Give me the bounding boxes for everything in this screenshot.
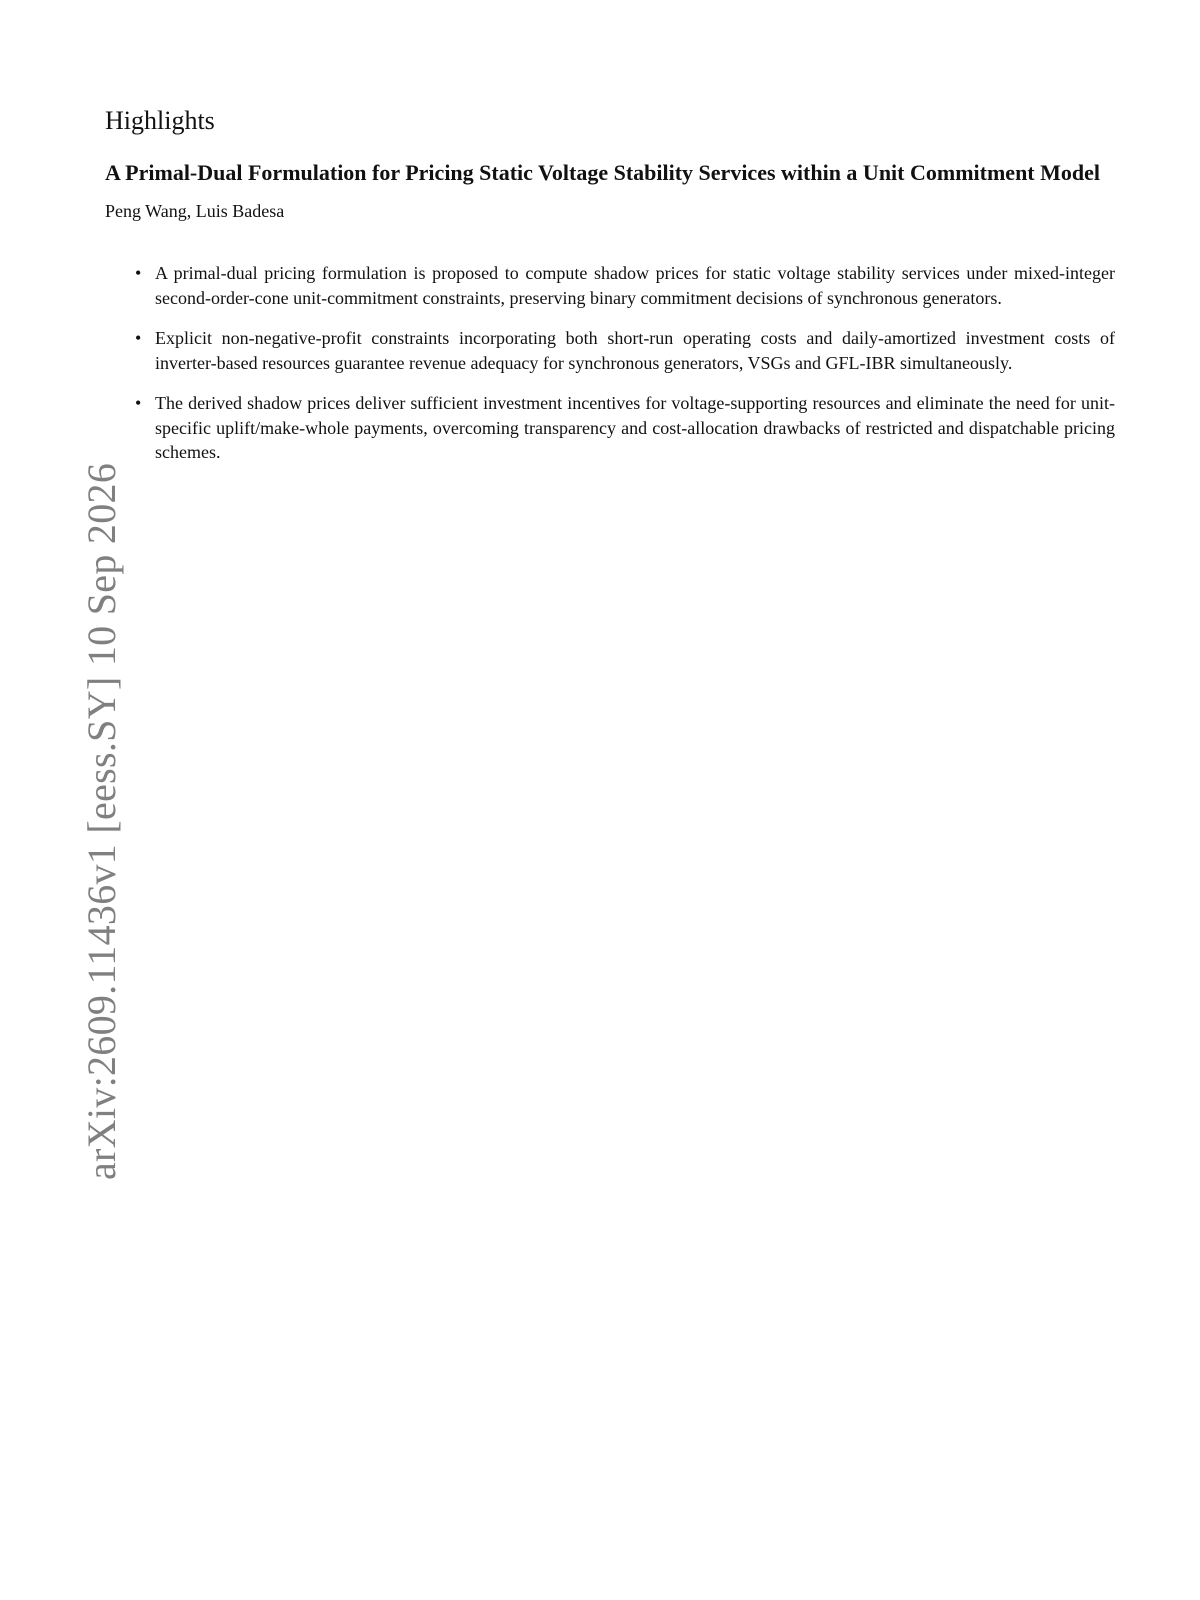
- arxiv-identifier-stamp: arXiv:2609.11436v1 [eess.SY] 10 Sep 2026: [79, 462, 124, 1180]
- bullet-icon: •: [135, 263, 142, 283]
- highlight-item: [135, 391, 1115, 465]
- section-heading: Highlights: [105, 106, 215, 135]
- highlights-list: [105, 261, 1115, 465]
- highlight-text: The derived shadow prices deliver sufficient investment incentives for voltage-supporting resources and eliminate the need for unit-specific uplift/make-whole payments, overcoming transparency and cost-allocation drawbacks of restricted and dispatchable pricing schemes.: [155, 393, 1115, 462]
- highlight-text: Explicit non-negative-profit constraints incorporating both short-run operating costs and daily-amortized investment costs of inverter-based resources guarantee revenue adequacy for synchronous generators, VSGs and GFL-IBR simultaneously.: [155, 328, 1115, 373]
- highlight-item: [135, 261, 1115, 310]
- bullet-icon: •: [135, 328, 142, 348]
- author-list: Peng Wang, Luis Badesa: [105, 201, 285, 221]
- highlight-item: [135, 326, 1115, 375]
- bullet-icon: •: [135, 393, 142, 413]
- highlights-content: [105, 104, 1115, 481]
- paper-title: A Primal-Dual Formulation for Pricing Static Voltage Stability Services within a Unit Commitment Model: [105, 160, 1101, 185]
- highlight-text: A primal-dual pricing formulation is proposed to compute shadow prices for static voltage stability services under mixed-integer second-order-cone unit-commitment constraints, preserving binary commitment decisions of synchronous generators.: [155, 263, 1115, 308]
